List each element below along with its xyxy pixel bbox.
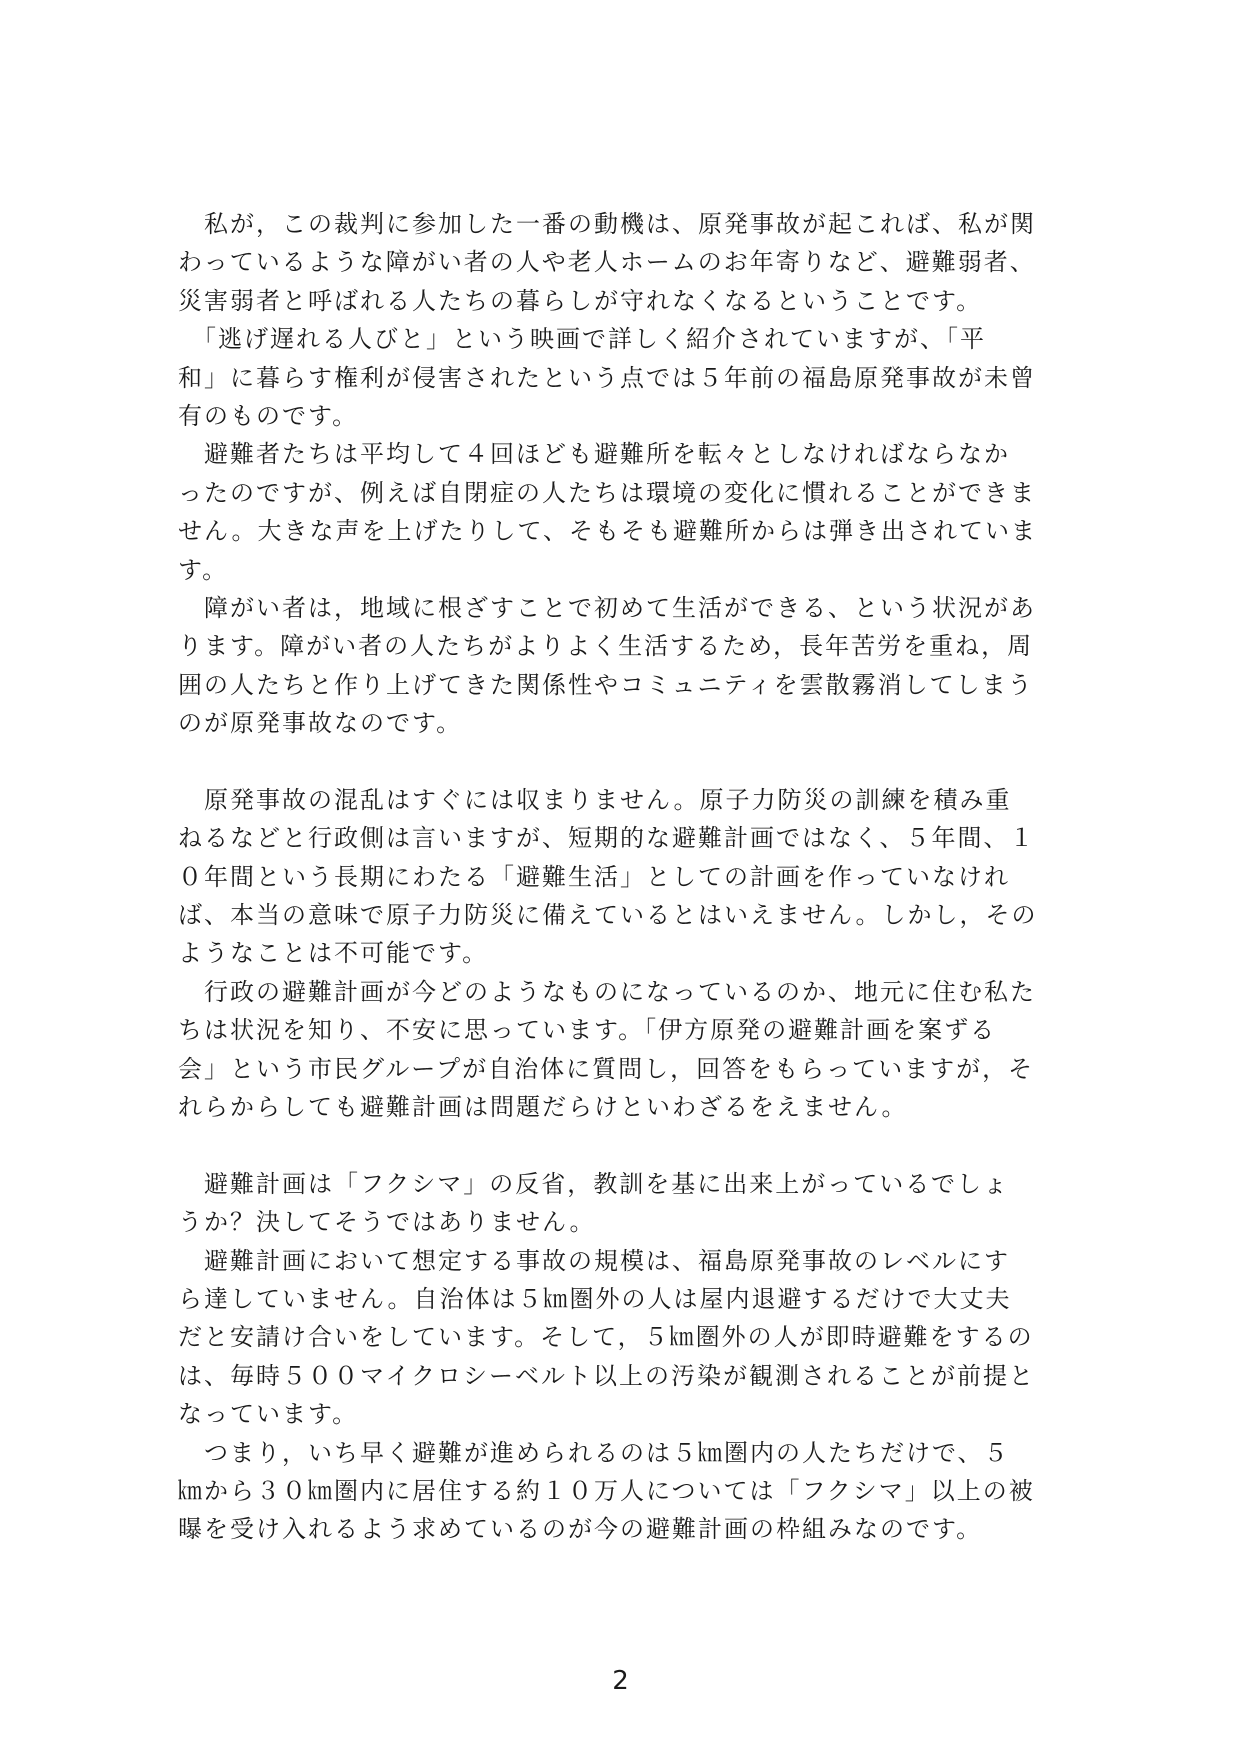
text-line: のが原発事故なのです。: [178, 709, 463, 738]
text-line: れらからしても避難計画は問題だらけといわざるをえません。: [178, 1092, 908, 1121]
text-line: 和」に暮らす権利が侵害されたという点では５年前の福島原発事故が未曾: [178, 363, 1036, 392]
text-line: 私が，この裁判に参加した一番の動機は、原発事故が起これば、私が関: [178, 210, 1036, 238]
text-line: 曝を受け入れるよう求めているのが今の避難計画の枠組みなのです。: [178, 1515, 983, 1544]
text-line: 囲の人たちと作り上げてきた関係性やコミュニティを雲散霧消してしまう: [178, 670, 1034, 699]
text-line: つまり，いち早く避難が進められるのは５㎞圏内の人たちだけで、５: [178, 1438, 1010, 1467]
text-line: ります。障がい者の人たちがよりよく生活するため，長年苦労を重ね，周: [178, 632, 1034, 661]
text-line: ねるなどと行政側は言いますが、短期的な避難計画ではなく、５年間、１: [178, 824, 1036, 853]
text-line: わっているような障がい者の人や老人ホームのお年寄りなど、避難弱者、: [178, 248, 1036, 277]
page-number: 2: [612, 1666, 629, 1696]
text-line: ようなことは不可能です。: [178, 939, 489, 968]
text-line: ㎞から３０㎞圏内に居住する約１０万人については「フクシマ」以上の被: [178, 1476, 1035, 1505]
text-line: ら達していません。自治体は５㎞圏外の人は屋内退避するだけで大丈夫: [178, 1284, 1012, 1313]
text-line: は、毎時５００マイクロシーベルト以上の汚染が観測されることが前提と: [178, 1361, 1036, 1390]
text-line: 行政の避難計画が今どのようなものになっているのか、地元に住む私た: [178, 977, 1036, 1006]
text-line: うか？決してそうではありません。: [178, 1208, 596, 1237]
text-line: ちは状況を知り、不安に思っています。「伊方原発の避難計画を案ずる: [178, 1016, 997, 1045]
text-line: 障がい者は，地域に根ざすことで初めて生活ができる、という状況があ: [178, 593, 1036, 622]
text-line: なっています。: [178, 1400, 359, 1429]
text-line: せん。大きな声を上げたりして、そもそも避難所からは弾き出されていま: [178, 517, 1037, 546]
text-line: 避難計画は「フクシマ」の反省，教訓を基に出来上がっているでしょ: [178, 1169, 1010, 1198]
text-line: 会」という市民グループが自治体に質問し，回答をもらっていますが，そ: [178, 1054, 1035, 1083]
text-line: ば、本当の意味で原子力防災に備えているとはいえません。しかし，その: [178, 901, 1038, 930]
text-line: ０年間という長期にわたる「避難生活」としての計画を作っていなけれ: [178, 862, 1010, 891]
text-line: 原発事故の混乱はすぐには収まりません。原子力防災の訓練を積み重: [178, 785, 1012, 814]
text-line: ったのですが、例えば自閉症の人たちは環境の変化に慣れることができま: [178, 478, 1036, 507]
text-line: す。: [178, 555, 229, 584]
text-line: 避難計画において想定する事故の規模は、福島原発事故のレベルにす: [178, 1246, 1010, 1275]
text-line: 避難者たちは平均して４回ほども避難所を転々としなければならなか: [178, 440, 1010, 469]
paragraph-gap: [178, 742, 1058, 780]
text-line: 「逃げ遅れる人びと」という映画で詳しく紹介されていますが、「平: [178, 325, 986, 354]
text-line: だと安請け合いをしています。そして，５㎞圏外の人が即時避難をするの: [178, 1323, 1034, 1352]
paragraph-gap: [178, 1126, 1058, 1164]
document-body: [178, 205, 1058, 1549]
text-line: 災害弱者と呼ばれる人たちの暮らしが守れなくなるということです。: [178, 286, 983, 315]
text-line: 有のものです。: [178, 401, 359, 430]
